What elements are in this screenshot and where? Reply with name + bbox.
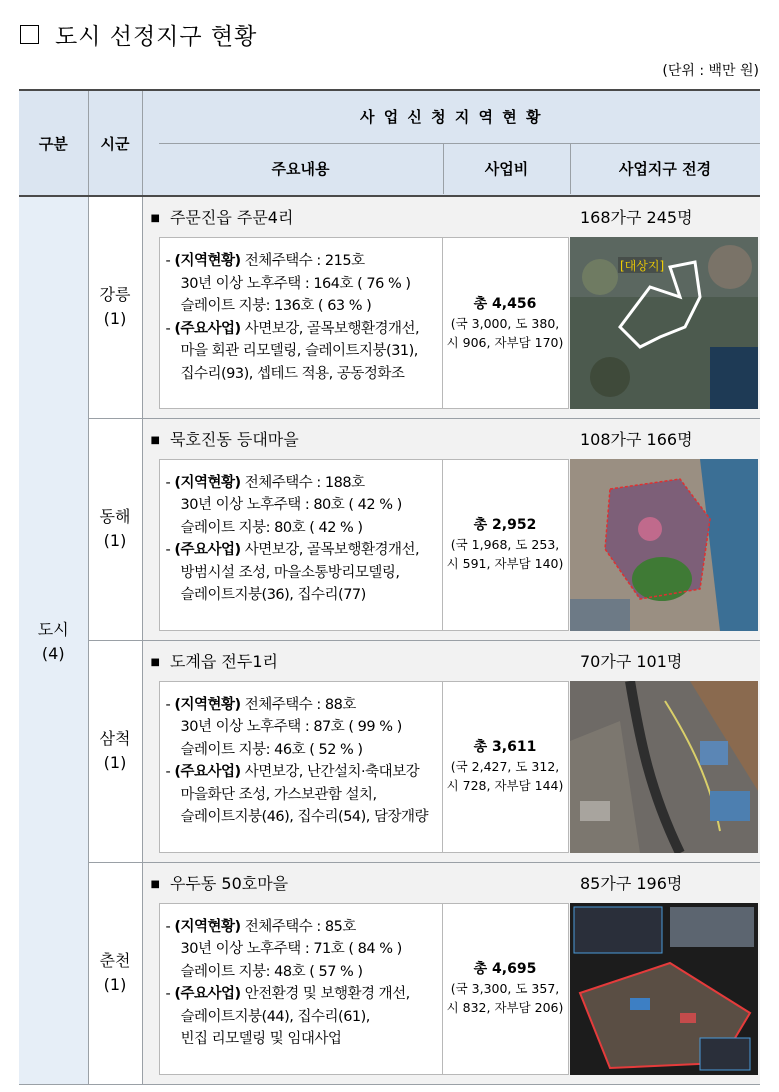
header-view: 사업지구 전경 (618, 160, 712, 178)
project-cost (443, 681, 569, 853)
category-cell (19, 196, 88, 1084)
aerial-photo (570, 237, 758, 409)
status-label: (지역현황) (174, 253, 241, 269)
city-cell (88, 196, 142, 418)
biz-label: (주요사업) (174, 764, 241, 780)
status-label: (지역현황) (174, 696, 241, 713)
project-description: - (지역현황) 전체주택수 : 215호 30년 이상 노후주택 : 164호 ( 76 % ) 슬레이트 지붕: 136호 ( 63 % ) - (주요사업) 사면보강, 골목보행환경개선, 마을 회관 리모델링, 슬레이트지붕(31), 집수리(93), 셉테드 적용, 공동정화조 (159, 237, 443, 409)
city-name: 동해 (99, 507, 131, 526)
cost-breakdown: (국 1,968, 도 253, (450, 537, 560, 552)
biz-line: 슬레이트지붕(36), 집수리(77) (180, 587, 366, 603)
project-cost (443, 237, 569, 409)
project-header (143, 641, 761, 669)
cost-breakdown: (국 2,427, 도 312, (450, 759, 560, 774)
status-slate: 슬레이트 지붕: 48호 ( 57 % ) (180, 963, 363, 980)
biz-line: 슬레이트지붕(44), 집수리(61), (180, 1008, 370, 1025)
project-cell (142, 640, 760, 862)
status-label: (지역현황) (174, 918, 241, 935)
project-name: 우두동 50호마을 (169, 873, 289, 893)
project-table (19, 89, 760, 1085)
biz-line: 방범시설 조성, 마을소통방리모델링, (180, 564, 400, 581)
biz-label: (주요사업) (174, 986, 241, 1002)
status-slate: 슬레이트 지붕: 80호 ( 42 % ) (180, 519, 363, 536)
biz-line: 사면보강, 골목보행환경개선, (244, 542, 420, 558)
status-total: 전체주택수 : 188호 (244, 474, 365, 491)
project-cell (142, 418, 760, 640)
biz-line: 빈집 리모델링 및 임대사업 (180, 1031, 342, 1047)
biz-line: 슬레이트지붕(46), 집수리(54), 담장개량 (180, 809, 429, 825)
status-old: 30년 이상 노후주택 : 80호 ( 42 % ) (180, 497, 402, 513)
document-title (20, 18, 257, 51)
status-old: 30년 이상 노후주택 : 87호 ( 99 % ) (180, 719, 402, 735)
status-old: 30년 이상 노후주택 : 164호 ( 76 % ) (180, 275, 411, 292)
project-cell (142, 196, 760, 418)
cost-breakdown: 시 728, 자부담 144) (446, 778, 564, 793)
status-slate: 슬레이트 지붕: 46호 ( 52 % ) (180, 741, 363, 758)
biz-label: (주요사업) (174, 542, 241, 558)
project-name: 도계읍 전두1리 (169, 651, 278, 671)
cost-total: 총 2,952 (473, 517, 537, 533)
city-name: 삼척 (99, 729, 131, 748)
city-count: (1) (103, 309, 127, 329)
project-header (143, 197, 761, 225)
header-content: 주요내용 (159, 144, 444, 194)
city-name: 춘천 (99, 951, 131, 970)
cost-total: 총 4,695 (473, 961, 537, 977)
cost-breakdown: 시 591, 자부담 140) (446, 556, 564, 571)
title-text: 도시 선정지구 현황 (55, 24, 258, 50)
status-total: 전체주택수 : 88호 (244, 696, 356, 713)
photo-label: [대상지] (619, 259, 664, 273)
square-bullet-icon: ■ (150, 878, 160, 890)
cost-breakdown: (국 3,300, 도 357, (450, 981, 560, 996)
status-slate: 슬레이트 지붕: 136호 ( 63 % ) (180, 298, 372, 314)
project-description: - (지역현황) 전체주택수 : 88호 30년 이상 노후주택 : 87호 ( 99 % ) 슬레이트 지붕: 46호 ( 52 % ) - (주요사업) 사면보강, 난간설치·축대보강 마을화단 조성, 가스보관함 설치, 슬레이트지붕(46), 집수리(54), 담장개량 (159, 681, 443, 853)
project-header (143, 419, 761, 447)
square-bullet-icon: ■ (150, 213, 160, 224)
square-bullet-icon: ■ (150, 656, 160, 668)
status-total: 전체주택수 : 215호 (244, 253, 365, 269)
status-label: (지역현황) (174, 474, 241, 491)
cost-breakdown: (국 3,000, 도 380, (450, 315, 560, 331)
project-households: 108가구 166명 (580, 429, 693, 449)
project-households: 70가구 101명 (580, 651, 683, 671)
biz-line: 집수리(93), 셉테드 적용, 공동정화조 (180, 365, 405, 382)
cost-total: 총 4,456 (473, 295, 537, 312)
aerial-photo (570, 459, 758, 631)
aerial-photo (570, 903, 758, 1075)
biz-line: 마을화단 조성, 가스보관함 설치, (180, 786, 377, 803)
project-cost (443, 459, 569, 631)
header-group-title: 사 업 신 청 지 역 현 황 (360, 108, 543, 126)
project-description: - (지역현황) 전체주택수 : 85호 30년 이상 노후주택 : 71호 ( 84 % ) 슬레이트 지붕: 48호 ( 57 % ) - (주요사업) 안전환경 및 보행환경 개선, 슬레이트지붕(44), 집수리(61), 빈집 리모델링 및 임대사업 (159, 903, 443, 1075)
category-count: (4) (41, 644, 65, 664)
project-description: - (지역현황) 전체주택수 : 188호 30년 이상 노후주택 : 80호 ( 42 % ) 슬레이트 지붕: 80호 ( 42 % ) - (주요사업) 사면보강, 골목보행환경개선, 방범시설 조성, 마을소통방리모델링, 슬레이트지붕(36), 집수리(77) (159, 459, 443, 631)
header-category: 구분 (19, 90, 88, 196)
project-header (143, 863, 761, 891)
project-households: 85가구 196명 (580, 873, 683, 893)
cost-breakdown: 시 832, 자부담 206) (446, 1000, 564, 1015)
city-cell (88, 640, 142, 862)
square-bullet-icon: ■ (150, 434, 160, 446)
project-cell (142, 862, 760, 1084)
city-count: (1) (103, 753, 127, 772)
status-old: 30년 이상 노후주택 : 71호 ( 84 % ) (180, 941, 402, 957)
project-name: 묵호진동 등대마을 (169, 429, 299, 449)
project-cost (443, 903, 569, 1075)
unit-label: (단위 : 백만 원) (662, 63, 759, 79)
city-count: (1) (103, 531, 127, 550)
header-group (142, 90, 760, 196)
city-count: (1) (103, 975, 127, 994)
biz-line: 사면보강, 골목보행환경개선, (244, 320, 420, 337)
aerial-photo (570, 681, 758, 853)
biz-line: 안전환경 및 보행환경 개선, (244, 986, 410, 1002)
checkbox-square-icon (20, 25, 39, 44)
biz-label: (주요사업) (174, 320, 241, 337)
project-households: 168가구 245명 (580, 208, 693, 227)
project-name: 주문진읍 주문4리 (169, 208, 294, 227)
city-name: 강릉 (99, 285, 131, 305)
biz-line: 사면보강, 난간설치·축대보강 (244, 764, 420, 780)
category-name: 도시 (37, 620, 69, 640)
header-cost: 사업비 (444, 144, 571, 194)
cost-total: 총 3,611 (473, 739, 537, 755)
city-cell (88, 862, 142, 1084)
biz-line: 마을 회관 리모델링, 슬레이트지붕(31), (180, 343, 418, 359)
city-cell (88, 418, 142, 640)
status-total: 전체주택수 : 85호 (244, 918, 356, 935)
header-city: 시군 (88, 90, 142, 196)
cost-breakdown: 시 906, 자부담 170) (446, 334, 564, 350)
